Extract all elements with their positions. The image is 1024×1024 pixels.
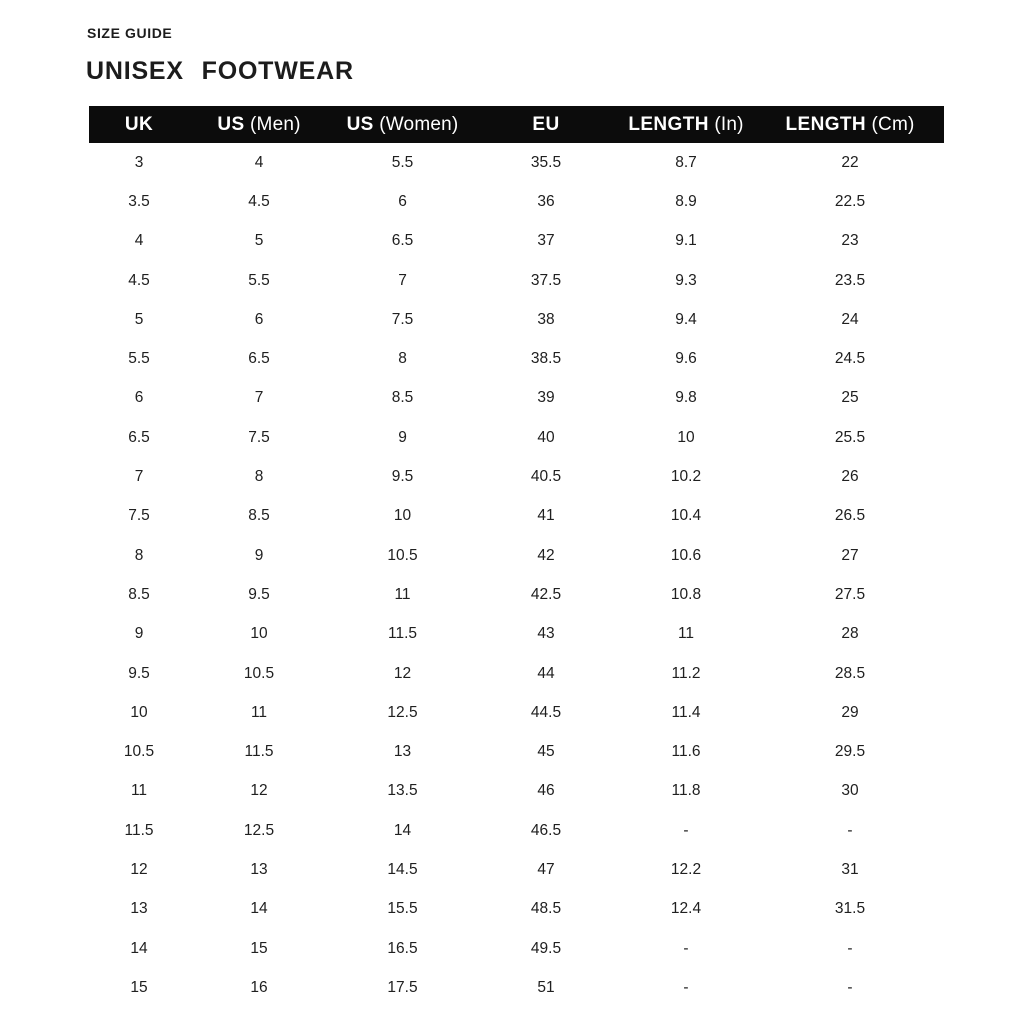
table-row [89, 615, 944, 654]
size-cell: 10.5 [387, 546, 418, 564]
size-cell: 6.5 [248, 350, 270, 368]
column-header-eu [476, 106, 616, 143]
table-row [89, 772, 944, 811]
size-cell: - [847, 978, 853, 996]
size-cell: 13 [250, 860, 268, 878]
size-cell: 10 [250, 625, 268, 643]
size-cell: 10 [393, 507, 412, 525]
size-cell: 11 [250, 703, 268, 721]
size-cell: 7.5 [391, 310, 414, 328]
size-cell: 5 [134, 310, 144, 328]
table-row [89, 457, 944, 496]
size-cell: - [683, 939, 689, 957]
size-cell: 10.8 [670, 585, 702, 603]
size-cell: 8.5 [128, 585, 150, 603]
size-cell: 9 [254, 546, 264, 564]
size-cell: 11.6 [671, 743, 701, 761]
table-row [89, 732, 944, 771]
size-guide-label: SIZE GUIDE [87, 25, 173, 41]
size-cell: 37 [537, 232, 555, 250]
size-table-header-bar [89, 106, 944, 143]
size-cell: 9.8 [675, 389, 697, 407]
size-cell: 17.5 [387, 978, 418, 996]
size-cell: 10.6 [670, 546, 702, 564]
size-cell: 8.5 [391, 389, 414, 407]
size-cell: 44 [537, 664, 555, 682]
size-cell: 11.5 [387, 625, 418, 643]
size-cell: 11.2 [671, 664, 701, 682]
size-cell: 15 [130, 978, 148, 996]
size-cell: 46.5 [530, 821, 562, 839]
column-header-bold-text: US [217, 113, 245, 135]
table-row [89, 222, 944, 261]
column-header-bold-text: LENGTH [628, 113, 709, 135]
size-cell: 15 [250, 939, 268, 957]
size-cell: 4 [254, 153, 264, 171]
size-cell: 11.5 [124, 821, 154, 839]
table-row [89, 300, 944, 339]
size-cell: 40 [537, 428, 555, 446]
table-row [89, 890, 944, 929]
size-cell: 5.5 [248, 271, 270, 289]
size-cell: 36 [537, 192, 555, 210]
table-row [89, 418, 944, 457]
size-cell: 14 [250, 900, 268, 918]
size-cell: 39 [537, 389, 555, 407]
size-cell: 44.5 [530, 703, 562, 721]
size-cell: 16.5 [387, 939, 418, 957]
size-cell: 10.4 [670, 507, 702, 525]
size-cell: 9.1 [675, 232, 697, 250]
size-cell: 45 [537, 743, 555, 761]
size-cell: 5.5 [391, 153, 414, 171]
column-header-bold-text: UK [124, 113, 154, 135]
size-cell: 5.5 [128, 350, 150, 368]
size-cell: 12.5 [243, 821, 275, 839]
size-cell: 30 [841, 782, 859, 800]
size-cell: 25 [841, 389, 859, 407]
size-cell: 42 [537, 546, 555, 564]
size-cell: 47 [537, 860, 555, 878]
page-title: UNISEX FOOTWEAR [86, 57, 354, 85]
size-cell: 8 [254, 468, 264, 486]
size-cell: 15.5 [387, 900, 418, 918]
column-header-light-text: (In) [708, 113, 744, 135]
size-cell: 41 [537, 507, 555, 525]
size-cell: 3 [134, 153, 144, 171]
size-cell: 8 [398, 350, 407, 368]
size-cell: 10.5 [243, 664, 275, 682]
size-cell: 9.3 [675, 271, 697, 289]
table-row [89, 379, 944, 418]
table-row [89, 536, 944, 575]
table-row [89, 182, 944, 221]
size-cell: 13.5 [387, 782, 418, 800]
header-row [89, 106, 944, 143]
size-cell: 12 [250, 782, 268, 800]
size-cell: 7 [254, 389, 264, 407]
size-cell: 24 [841, 310, 859, 328]
size-cell: 22 [841, 153, 859, 171]
size-cell: - [683, 978, 689, 996]
size-cell: 10.2 [670, 468, 702, 486]
size-cell: 31 [841, 860, 859, 878]
size-cell: 9.5 [391, 468, 414, 486]
column-header-light-text: (Cm) [866, 113, 915, 135]
column-header-us-women [329, 106, 476, 143]
size-cell: 7.5 [248, 428, 270, 446]
size-cell: 12.4 [670, 900, 702, 918]
size-cell: 3.5 [128, 192, 150, 210]
size-cell: 8.9 [675, 192, 697, 210]
size-cell: 22.5 [834, 192, 866, 210]
size-cell: 6 [254, 310, 264, 328]
size-cell: 38.5 [530, 350, 562, 368]
size-cell: 11.4 [671, 703, 701, 721]
column-header-bold-text: LENGTH [785, 113, 867, 135]
size-cell: - [847, 939, 853, 957]
table-row [89, 929, 944, 968]
column-header-bold-text: US [346, 113, 374, 135]
size-cell: 14.5 [387, 860, 418, 878]
column-header-uk [89, 106, 189, 143]
size-cell: 6.5 [128, 428, 150, 446]
size-cell: 9.5 [248, 585, 270, 603]
size-cell: 11 [394, 585, 411, 603]
size-cell: 25.5 [834, 428, 866, 446]
table-row [89, 339, 944, 378]
size-cell: 6 [134, 389, 144, 407]
size-cell: 14 [393, 821, 412, 839]
size-cell: 29 [841, 703, 859, 721]
size-cell: 12 [393, 664, 412, 682]
size-cell: 12.2 [670, 860, 702, 878]
table-row [89, 811, 944, 850]
size-cell: 9 [134, 625, 144, 643]
size-cell: 11.5 [244, 743, 274, 761]
size-cell: 12 [130, 860, 148, 878]
table-row [89, 143, 944, 182]
size-cell: 40.5 [530, 468, 562, 486]
column-header-us-men [189, 106, 329, 143]
size-table [89, 106, 944, 1008]
size-cell: 28 [841, 625, 859, 643]
size-cell: 8.5 [248, 507, 270, 525]
size-cell: 4 [134, 232, 144, 250]
size-cell: 13 [393, 743, 412, 761]
size-cell: 35.5 [530, 153, 562, 171]
size-cell: 51 [537, 978, 555, 996]
size-cell: 31.5 [834, 900, 866, 918]
size-cell: 7.5 [128, 507, 150, 525]
column-header-light-text: (Women) [373, 113, 459, 135]
size-cell: 23 [841, 232, 859, 250]
size-cell: 29.5 [834, 743, 866, 761]
size-cell: 8 [134, 546, 144, 564]
table-row [89, 575, 944, 614]
size-cell: 9.4 [675, 310, 697, 328]
size-cell: 37.5 [530, 271, 562, 289]
size-cell: - [683, 821, 689, 839]
size-cell: 28.5 [834, 664, 866, 682]
size-cell: 23.5 [834, 271, 866, 289]
size-cell: 16 [250, 978, 268, 996]
table-row [89, 968, 944, 1007]
size-cell: 11 [677, 625, 695, 643]
size-cell: 5 [254, 232, 264, 250]
size-cell: 12.5 [387, 703, 418, 721]
size-cell: 6.5 [391, 232, 414, 250]
table-row [89, 850, 944, 889]
column-header-bold-text: EU [532, 113, 560, 135]
size-cell: 42.5 [530, 585, 562, 603]
size-cell: 26 [841, 468, 859, 486]
size-cell: 26.5 [834, 507, 866, 525]
column-header-length-cm [756, 106, 944, 143]
column-header-length-in [616, 106, 756, 143]
size-cell: 10.5 [123, 743, 155, 761]
size-cell: 6 [398, 192, 407, 210]
size-cell: 27 [841, 546, 859, 564]
size-cell: 13 [130, 900, 148, 918]
size-cell: 49.5 [530, 939, 562, 957]
table-row [89, 693, 944, 732]
size-cell: 11.8 [671, 782, 701, 800]
size-cell: 38 [537, 310, 555, 328]
size-cell: 9.6 [675, 350, 697, 368]
size-cell: 10 [130, 703, 148, 721]
size-cell: 43 [537, 625, 555, 643]
size-cell: 46 [537, 782, 555, 800]
size-cell: 11 [130, 782, 148, 800]
size-cell: 7 [134, 468, 144, 486]
size-cell: - [847, 821, 853, 839]
size-cell: 48.5 [530, 900, 562, 918]
size-cell: 24.5 [834, 350, 866, 368]
table-row [89, 261, 944, 300]
column-header-light-text: (Men) [244, 113, 301, 135]
table-row [89, 654, 944, 693]
size-cell: 4.5 [128, 271, 150, 289]
size-cell: 7 [398, 271, 407, 289]
size-cell: 14 [130, 939, 148, 957]
size-cell: 10 [677, 428, 695, 446]
size-cell: 9 [398, 428, 407, 446]
size-cell: 8.7 [675, 153, 697, 171]
table-row [89, 497, 944, 536]
size-cell: 9.5 [128, 664, 150, 682]
size-cell: 4.5 [248, 192, 270, 210]
size-table-body [89, 143, 944, 1008]
size-cell: 27.5 [834, 585, 866, 603]
